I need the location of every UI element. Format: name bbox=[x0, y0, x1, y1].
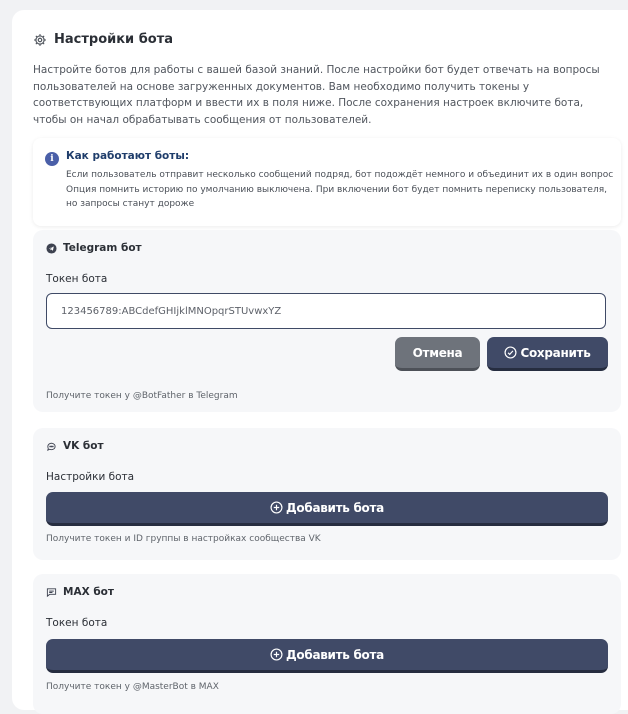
info-line: Если пользователь отправит несколько сообщений подряд, бот подождёт немного и объединит их в один вопрос bbox=[66, 170, 614, 180]
telegram-token-label: Токен бота bbox=[46, 273, 108, 285]
gear-icon bbox=[33, 33, 47, 47]
info-title: Как работают боты: bbox=[66, 150, 190, 162]
message-square-icon bbox=[46, 587, 57, 598]
chat-bubble-icon bbox=[46, 441, 57, 452]
telegram-card-title bbox=[46, 242, 142, 254]
cancel-button[interactable] bbox=[395, 337, 480, 371]
vk-title-text: VK бот bbox=[63, 440, 104, 452]
vk-settings-label: Настройки бота bbox=[46, 471, 135, 483]
vk-add-bot-button[interactable] bbox=[46, 492, 608, 526]
max-card-title bbox=[46, 586, 114, 598]
max-card bbox=[33, 574, 621, 714]
info-box bbox=[33, 138, 621, 226]
cancel-button-label: Отмена bbox=[412, 345, 463, 360]
info-text bbox=[66, 168, 614, 212]
save-button[interactable] bbox=[487, 337, 608, 371]
save-button-label: Сохранить bbox=[520, 345, 591, 360]
info-icon: i bbox=[45, 152, 59, 166]
info-line: Опция помнить историю по умолчанию выключена. При включении бот будет помнить переписку пользователя, но запросы станут дороже bbox=[66, 184, 607, 209]
telegram-token-input[interactable] bbox=[46, 293, 606, 329]
page-description: Настройте ботов для работы с вашей базой знаний. После настройки бот будет отвечать на вопросы пользователей на основе загруженных документов. Вам необходимо получить токены у соответствующих платформ и ввести их в поля ниже. После сохранения настроек включите бота, чтобы он начал обрабатывать сообщения от пользователей. bbox=[33, 64, 600, 126]
vk-add-bot-label: Добавить бота bbox=[286, 500, 384, 515]
plus-circle-icon bbox=[270, 648, 283, 661]
max-add-bot-label: Добавить бота bbox=[286, 647, 384, 662]
vk-hint: Получите токен и ID группы в настройках сообщества VK bbox=[46, 534, 321, 544]
page-title: Настройки бота bbox=[54, 32, 174, 47]
max-token-label: Токен бота bbox=[46, 617, 108, 629]
settings-panel bbox=[12, 10, 628, 710]
vk-card-title bbox=[46, 440, 104, 452]
vk-card bbox=[33, 428, 621, 560]
max-add-bot-button[interactable] bbox=[46, 639, 608, 673]
page-header bbox=[33, 32, 173, 47]
telegram-icon bbox=[46, 243, 57, 254]
max-title-text: MAX бот bbox=[63, 586, 114, 598]
max-hint: Получите токен у @MasterBot в MAX bbox=[46, 682, 219, 692]
telegram-hint: Получите токен у @BotFather в Telegram bbox=[46, 391, 238, 401]
telegram-card bbox=[33, 230, 621, 412]
plus-circle-icon bbox=[270, 501, 283, 514]
check-circle-icon bbox=[504, 346, 517, 359]
telegram-title-text: Telegram бот bbox=[63, 242, 142, 254]
